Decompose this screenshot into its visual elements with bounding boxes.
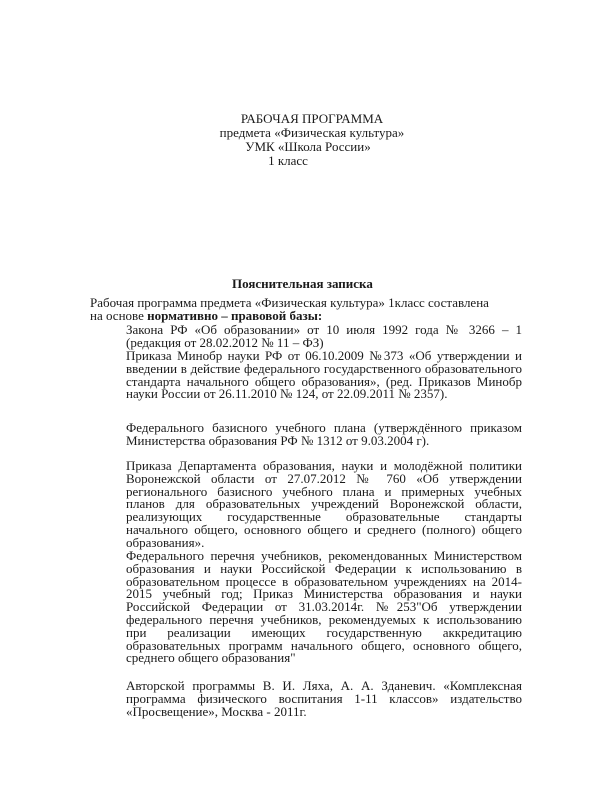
item-text: Федерального базисного учебного плана (утверждённого приказом Министерства образования РФ № 1312 от 9.03.2004 г). <box>126 420 522 448</box>
grade-line: 1 класс <box>268 153 308 168</box>
list-item <box>126 350 522 401</box>
title-block <box>0 112 612 168</box>
list-item <box>126 550 522 665</box>
intro-bold: нормативно – правовой базы: <box>147 308 323 323</box>
list-item <box>126 324 522 350</box>
subject-line: предмета «Физическая культура» <box>219 125 405 140</box>
item-text: Приказа Минобр науки РФ от 06.10.2009 №373 «Об утверждении и введении в действие федерального государственного образовательного стандарта начального общего образования», (ред. Приказов Минобр науки России от 26.11.2010 № 124, от 22.09.2011 № 2357). <box>126 348 522 402</box>
item-text: Федерального перечня учебников, рекомендованных Министерством образования и науки Российской Федерации к использованию в образовательном процессе в образовательном учреждениях на 2014-2015 учебный год; Приказ Министерства образования и науки Российской Федерации от 31.03.2014г. №253"Об утверждении федерального перечня учебников, рекомендуемых к использованию при реализации имеющих государственную аккредитацию образовательных программ начального общего, основного общего, среднего общего образования" <box>126 548 522 666</box>
umk-line: УМК «Школа России» <box>245 139 371 154</box>
intro-line-1: Рабочая программа предмета «Физическая культура» 1класс составлена <box>90 295 489 310</box>
intro-line-2 <box>90 309 530 322</box>
list-item <box>126 422 522 448</box>
item-text: Приказа Департамента образования, науки и молодёжной политики Воронежской области от 27.07.2012 № 760 «Об утверждении регионального базисного учебного плана и примерных учебных планов для образовательных учреждений Воронежской области, реализующих государственные образовательные стандарты начального общего, основного общего и среднего (полного) общего образования». <box>126 458 522 550</box>
list-item <box>126 460 522 550</box>
intro-paragraph <box>90 296 530 322</box>
section-heading: Пояснительная записка <box>232 276 373 291</box>
item-text: Закона РФ «Об образовании» от 10 июля 1992 года № 3266 – 1 (редакция от 28.02.2012 № 11 – ФЗ) <box>126 322 522 350</box>
item-text: Авторской программы В. И. Ляха, А. А. Зданевич. «Комплексная программа физического воспитания 1-11 классов» издательство «Просвещение», Москва - 2011г. <box>126 678 522 719</box>
list-item <box>126 680 522 718</box>
intro-prefix: на основе <box>90 308 148 323</box>
program-title: РАБОЧАЯ ПРОГРАММА <box>240 111 384 126</box>
